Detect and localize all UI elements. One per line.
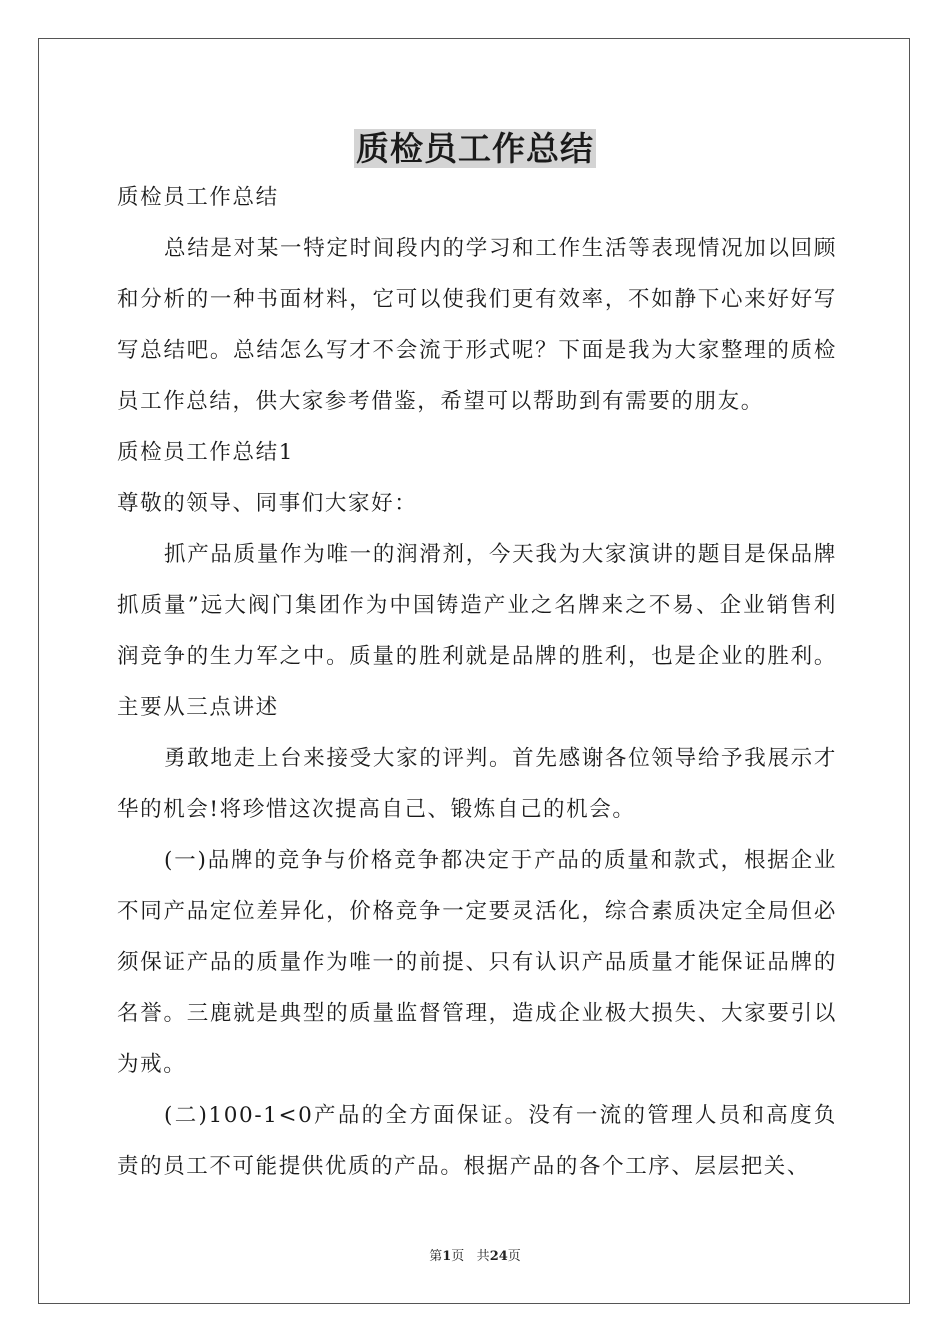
- footer-total-prefix: 共: [476, 1249, 490, 1264]
- body-paragraph: 勇敢地走上台来接受大家的评判。首先感谢各位领导给予我展示才华的机会!将珍惜这次提高自己、锻炼自己的机会。: [117, 746, 837, 822]
- footer-page-prefix: 第: [429, 1249, 443, 1264]
- section-heading-1: 质检员工作总结1: [117, 440, 294, 465]
- footer-total-suffix: 页: [507, 1249, 521, 1264]
- subtitle-paragraph: 质检员工作总结: [117, 185, 279, 210]
- body-paragraph: 抓产品质量作为唯一的润滑剂，今天我为大家演讲的题目是保品牌抓质量”远大阀门集团作为中国铸造产业之名牌来之不易、企业销售利润竞争的生力军之中。质量的胜利就是品牌的胜利，也是企业的胜利。主要从三点讲述: [117, 542, 837, 720]
- footer-page-suffix: 页: [451, 1249, 465, 1264]
- document-title: [0, 126, 950, 172]
- body-paragraph: (二)100-1<0产品的全方面保证。没有一流的管理人员和高度负责的员工不可能提供优质的产品。根据产品的各个工序、层层把关、: [117, 1103, 837, 1179]
- document-title-text: 质检员工作总结: [356, 129, 594, 168]
- footer-total-pages: 24: [489, 1249, 508, 1264]
- document-body: [117, 172, 837, 1192]
- salutation-paragraph: 尊敬的领导、同事们大家好：: [117, 491, 418, 516]
- page-footer: [0, 1245, 950, 1264]
- footer-page-number: 1: [442, 1249, 452, 1264]
- intro-paragraph: 总结是对某一特定时间段内的学习和工作生活等表现情况加以回顾和分析的一种书面材料，它可以使我们更有效率，不如静下心来好好写写总结吧。总结怎么写才不会流于形式呢？下面是我为大家整理的质检员工作总结，供大家参考借鉴，希望可以帮助到有需要的朋友。: [117, 236, 837, 414]
- body-paragraph: (一)品牌的竞争与价格竞争都决定于产品的质量和款式，根据企业不同产品定位差异化，价格竞争一定要灵活化，综合素质决定全局但必须保证产品的质量作为唯一的前提、只有认识产品质量才能保证品牌的名誉。三鹿就是典型的质量监督管理，造成企业极大损失、大家要引以为戒。: [117, 848, 837, 1077]
